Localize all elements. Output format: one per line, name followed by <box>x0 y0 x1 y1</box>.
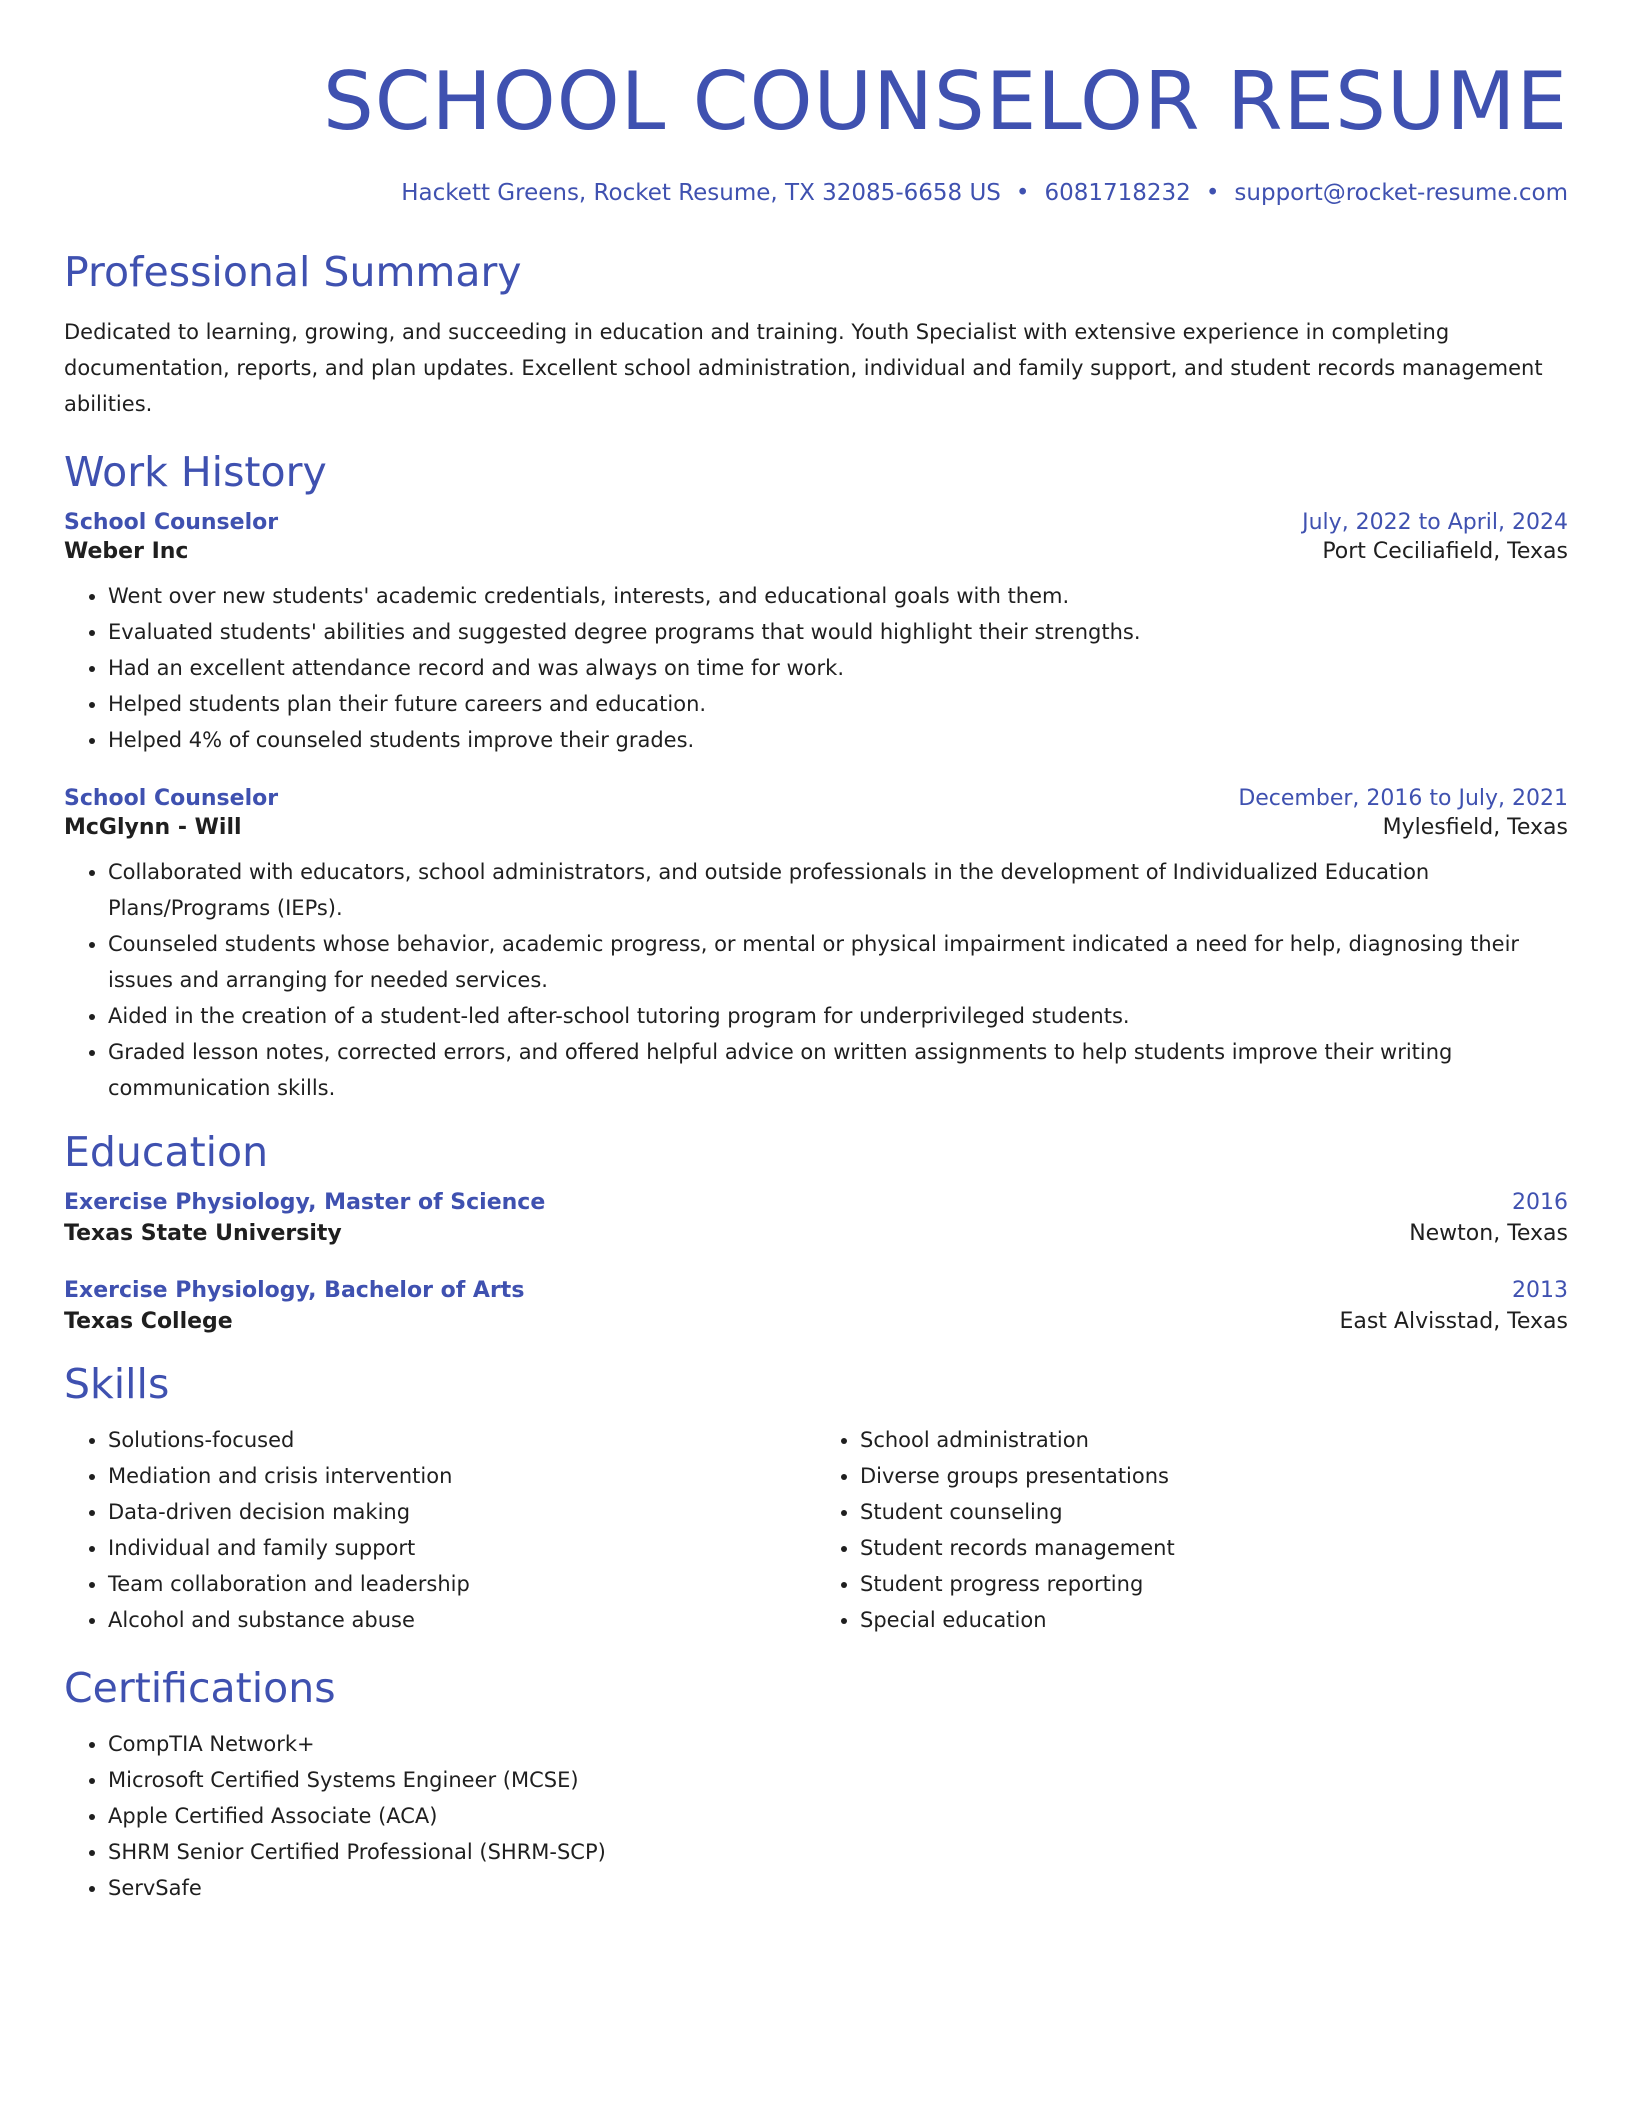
degree: Exercise Physiology, Bachelor of Arts <box>64 1278 525 1303</box>
education-entry <box>64 1278 1568 1334</box>
list-item: • Microsoft Certified Systems Engineer (MCSE) <box>108 1762 1568 1798</box>
list-item: • Helped students plan their future careers and education. <box>108 686 1568 722</box>
resume-title: SCHOOL COUNSELOR RESUME <box>322 55 1568 148</box>
skills-columns <box>64 1422 1568 1638</box>
skills-list-left <box>64 1422 816 1638</box>
list-item: • Apple Certified Associate (ACA) <box>108 1798 1568 1834</box>
list-item: • Team collaboration and leadership <box>108 1566 816 1602</box>
education-heading: Education <box>64 1128 269 1176</box>
list-item: • Graded lesson notes, corrected errors, and offered helpful advice on written assignments to help students improve their writing communication skills. <box>108 1034 1568 1106</box>
school-name: Texas State University <box>64 1221 342 1246</box>
summary-heading: Professional Summary <box>64 248 522 296</box>
contact-separator: • <box>1205 180 1220 206</box>
list-item: • Aided in the creation of a student-led after-school tutoring program for underprivileged students. <box>108 998 1568 1034</box>
job-title: School Counselor <box>64 786 279 811</box>
degree: Exercise Physiology, Master of Science <box>64 1190 546 1215</box>
job-dates: July, 2022 to April, 2024 <box>1302 510 1568 535</box>
list-item: • Had an excellent attendance record and was always on time for work. <box>108 650 1568 686</box>
education-header-row <box>64 1278 1568 1303</box>
job-header-row <box>64 786 1568 811</box>
education-header-row <box>64 1190 1568 1215</box>
list-item: • Diverse groups presentations <box>860 1458 1568 1494</box>
school-location: Newton, Texas <box>1409 1221 1568 1246</box>
contact-separator: • <box>1015 180 1030 206</box>
job-company-row <box>64 539 1568 564</box>
education-school-row <box>64 1309 1568 1334</box>
list-item: • Special education <box>860 1602 1568 1638</box>
graduation-year: 2016 <box>1512 1190 1568 1215</box>
education-school-row <box>64 1221 1568 1246</box>
list-item: • Alcohol and substance abuse <box>108 1602 816 1638</box>
school-location: East Alvisstad, Texas <box>1339 1309 1568 1334</box>
summary-section <box>64 246 1568 422</box>
work-history-section <box>64 446 1568 1106</box>
education-entry <box>64 1190 1568 1246</box>
job-location: Port Ceciliafield, Texas <box>1322 539 1568 564</box>
skills-section <box>64 1358 1568 1638</box>
graduation-year: 2013 <box>1512 1278 1568 1303</box>
list-item: • Mediation and crisis intervention <box>108 1458 816 1494</box>
work-history-heading: Work History <box>64 448 327 496</box>
job-company-row <box>64 815 1568 840</box>
list-item: • Student records management <box>860 1530 1568 1566</box>
list-item: • Collaborated with educators, school administrators, and outside professionals in the development of Individualized Education Plans/Programs (IEPs). <box>108 854 1568 926</box>
job-location: Mylesfield, Texas <box>1382 815 1568 840</box>
certifications-section <box>64 1662 1568 1906</box>
job-entry <box>64 786 1568 1106</box>
list-item: • Data-driven decision making <box>108 1494 816 1530</box>
list-item: • Solutions-focused <box>108 1422 816 1458</box>
job-company: McGlynn - Will <box>64 815 242 840</box>
job-bullets <box>64 578 1568 758</box>
list-item: • Student progress reporting <box>860 1566 1568 1602</box>
job-company: Weber Inc <box>64 539 189 564</box>
summary-text: Dedicated to learning, growing, and succeeding in education and training. Youth Specialist with extensive experience in completing documentation, reports, and plan updates. Excellent school administration, individual and family support, and student records management abilities. <box>64 320 1543 416</box>
education-section <box>64 1126 1568 1334</box>
contact-email[interactable]: support@rocket-resume.com <box>1234 180 1568 206</box>
list-item: • Evaluated students' abilities and suggested degree programs that would highlight their strengths. <box>108 614 1568 650</box>
certifications-heading: Certifications <box>64 1664 336 1712</box>
list-item: • Counseled students whose behavior, academic progress, or mental or physical impairment indicated a need for help, diagnosing their issues and arranging for needed services. <box>108 926 1568 998</box>
school-name: Texas College <box>64 1309 233 1334</box>
job-title: School Counselor <box>64 510 279 535</box>
list-item: • Went over new students' academic credentials, interests, and educational goals with them. <box>108 578 1568 614</box>
skills-list-right <box>816 1422 1568 1638</box>
contact-phone: 6081718232 <box>1044 180 1191 206</box>
list-item: • School administration <box>860 1422 1568 1458</box>
job-dates: December, 2016 to July, 2021 <box>1238 786 1568 811</box>
list-item: • SHRM Senior Certified Professional (SHRM-SCP) <box>108 1834 1568 1870</box>
list-item: • CompTIA Network+ <box>108 1726 1568 1762</box>
job-header-row <box>64 510 1568 535</box>
contact-line <box>64 178 1568 208</box>
skills-heading: Skills <box>64 1360 170 1408</box>
job-bullets <box>64 854 1568 1106</box>
list-item: • ServSafe <box>108 1870 1568 1906</box>
list-item: • Helped 4% of counseled students improve their grades. <box>108 722 1568 758</box>
certifications-list <box>64 1726 1568 1906</box>
job-entry <box>64 510 1568 758</box>
contact-address: Hackett Greens, Rocket Resume, TX 32085-6658 US <box>401 180 1001 206</box>
list-item: • Student counseling <box>860 1494 1568 1530</box>
list-item: • Individual and family support <box>108 1530 816 1566</box>
